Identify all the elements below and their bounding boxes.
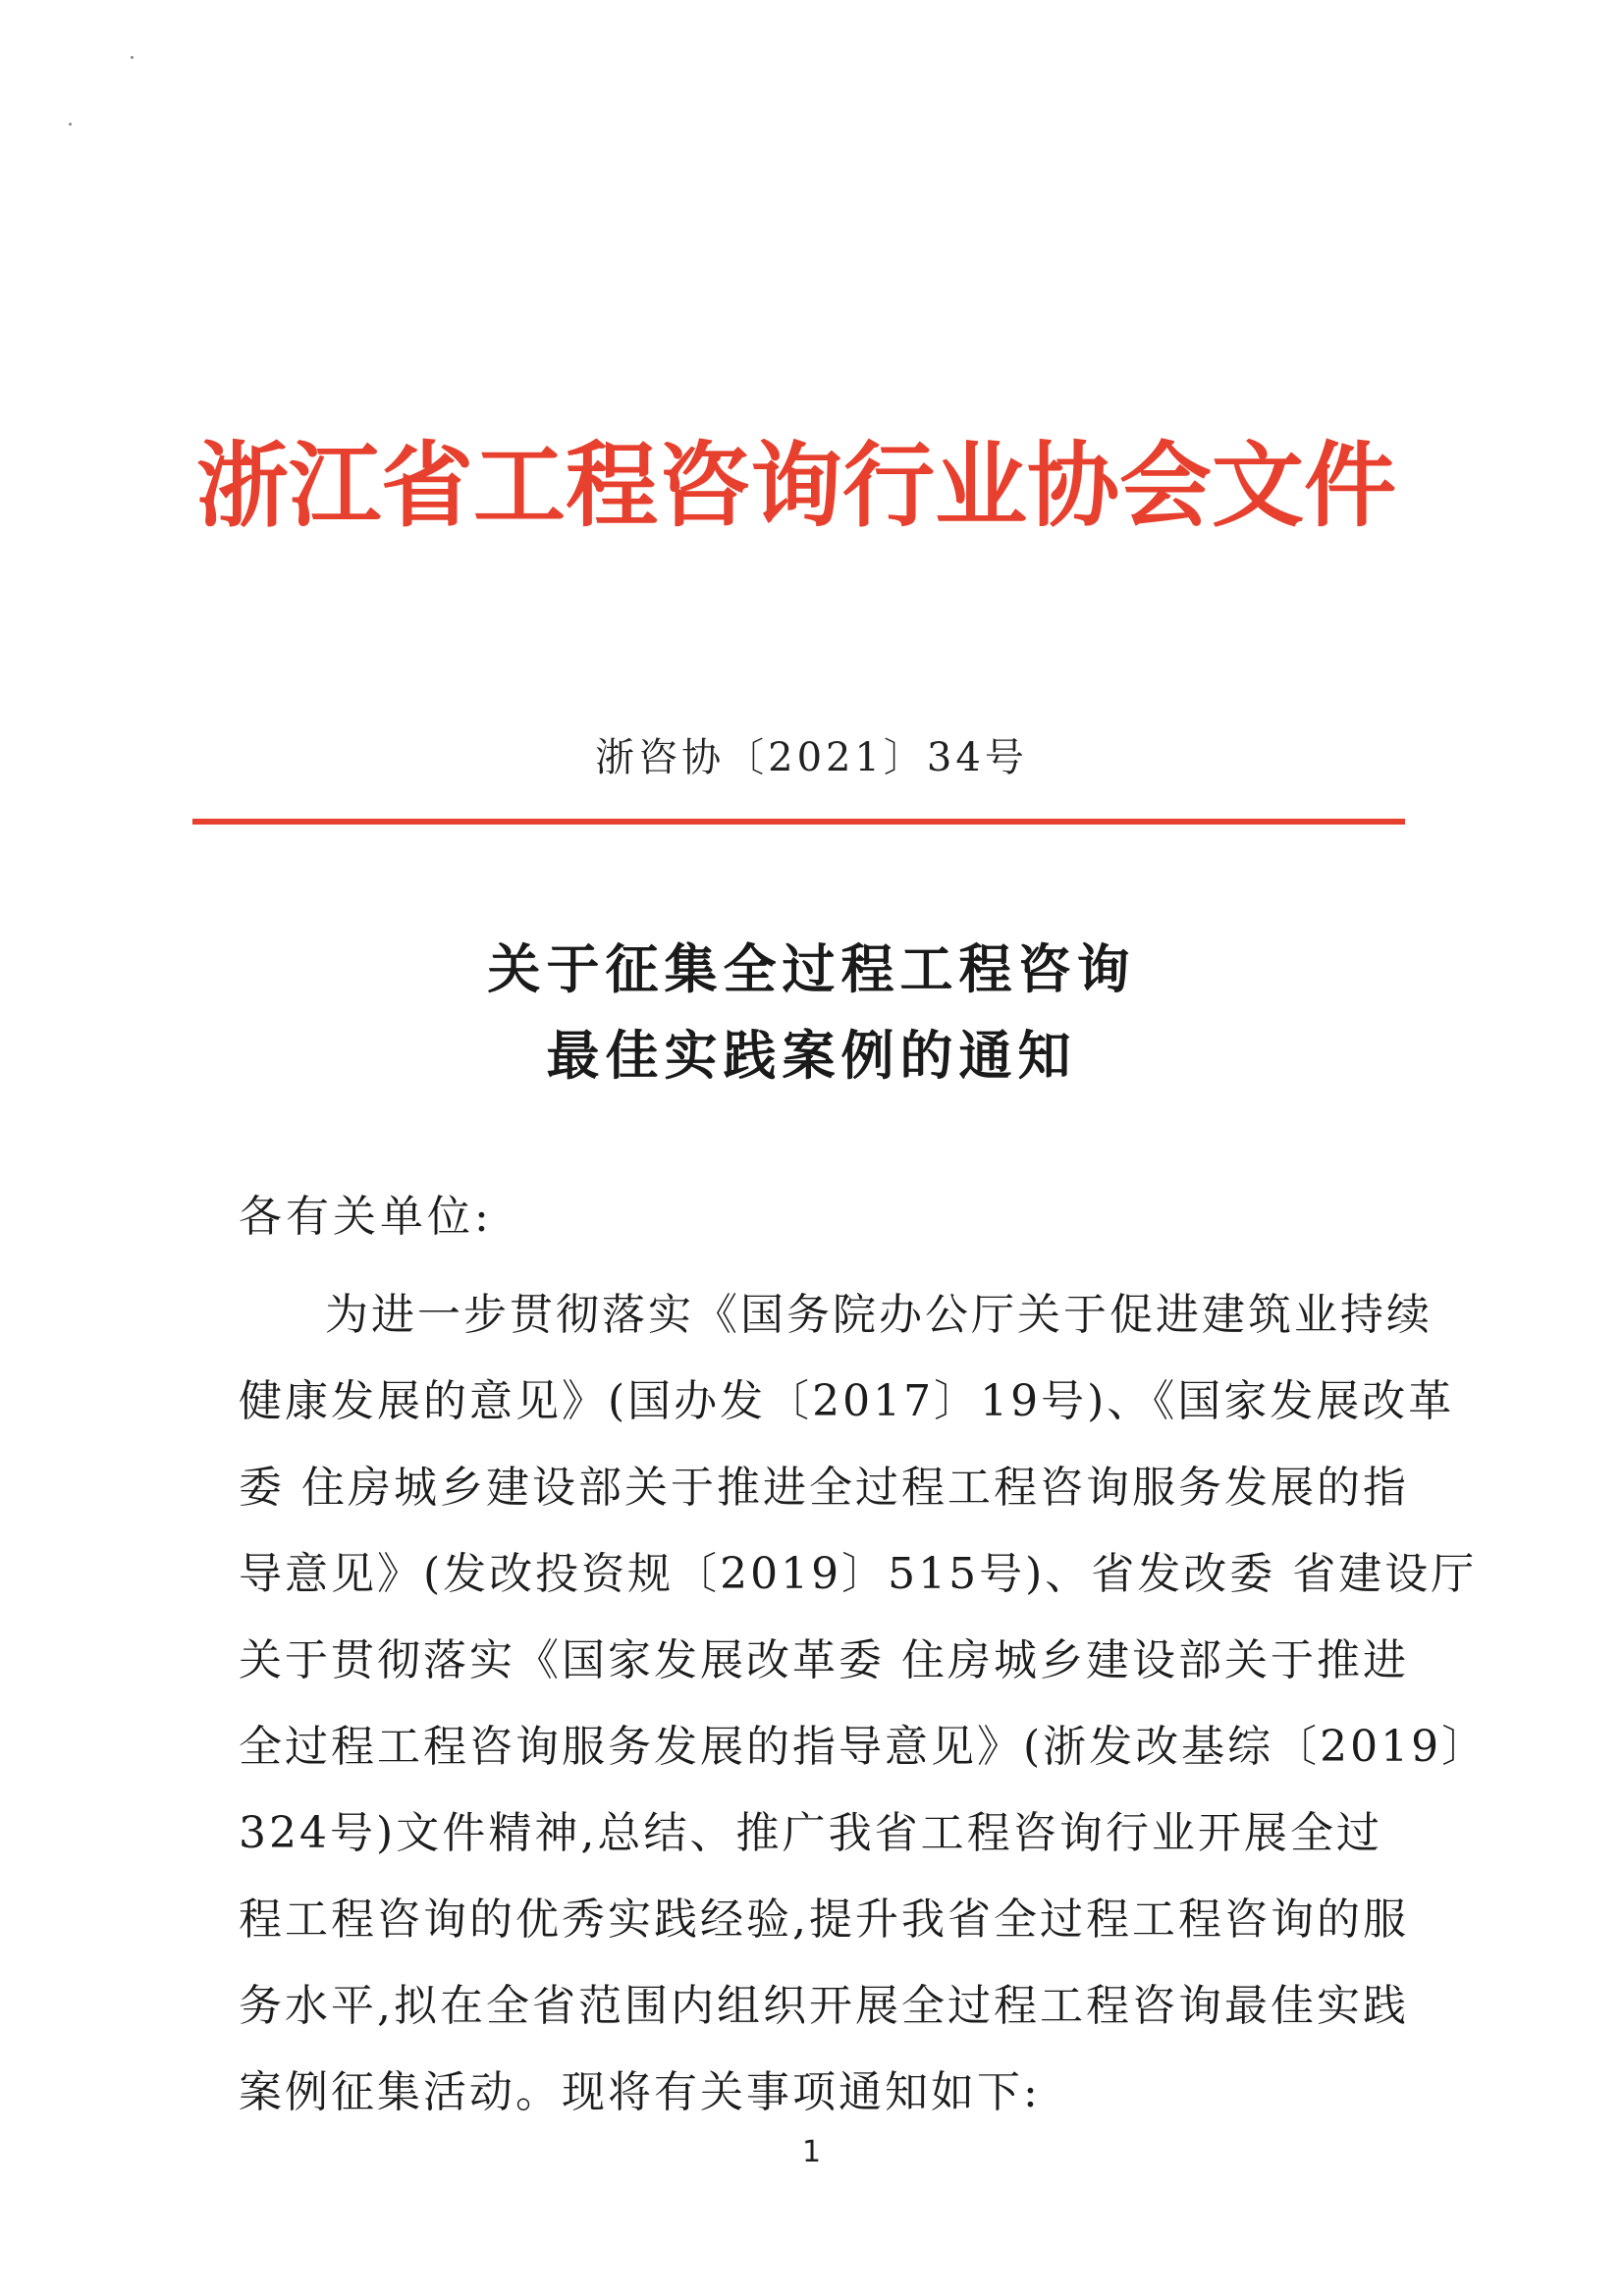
notice-title-line-2: 最佳实践案例的通知 [546,1024,1077,1087]
body-line: 案例征集活动。现将有关事项通知如下: [239,2067,1041,2117]
body-line: 务水平,拟在全省范围内组织开展全过程工程咨询最佳实践 [239,1981,1409,2031]
notice-title-line-1: 关于征集全过程工程咨询 [487,937,1136,1000]
scan-speck [131,56,134,59]
body-line: 324号)文件精神,总结、推广我省工程咨询行业开展全过 [239,1808,1382,1858]
body-line: 为进一步贯彻落实《国务院办公厅关于促进建筑业持续 [325,1290,1433,1340]
body-line: 委 住房城乡建设部关于推进全过程工程咨询服务发展的指 [239,1463,1409,1513]
document-number: 浙咨协〔2021〕34号 [595,735,1028,780]
body-paragraph [239,1272,1488,2136]
scan-speck [69,123,72,126]
body-line: 程工程咨询的优秀实践经验,提升我省全过程工程咨询的服 [239,1895,1409,1945]
body-line: 导意见》(发改投资规〔2019〕515号)、省发改委 省建设厅 [239,1549,1478,1599]
body-line: 关于贯彻落实《国家发展改革委 住房城乡建设部关于推进 [239,1635,1409,1685]
organization-header-title: 浙江省工程咨询行业协会文件 [196,432,1397,540]
body-line: 全过程工程咨询服务发展的指导意见》(浙发改基综〔2019〕 [239,1722,1488,1772]
body-line: 健康发展的意见》(国办发〔2017〕19号)、《国家发展改革 [239,1376,1455,1426]
salutation: 各有关单位: [239,1192,493,1242]
page-number: 1 [801,2135,822,2169]
header-red-divider [192,819,1405,825]
